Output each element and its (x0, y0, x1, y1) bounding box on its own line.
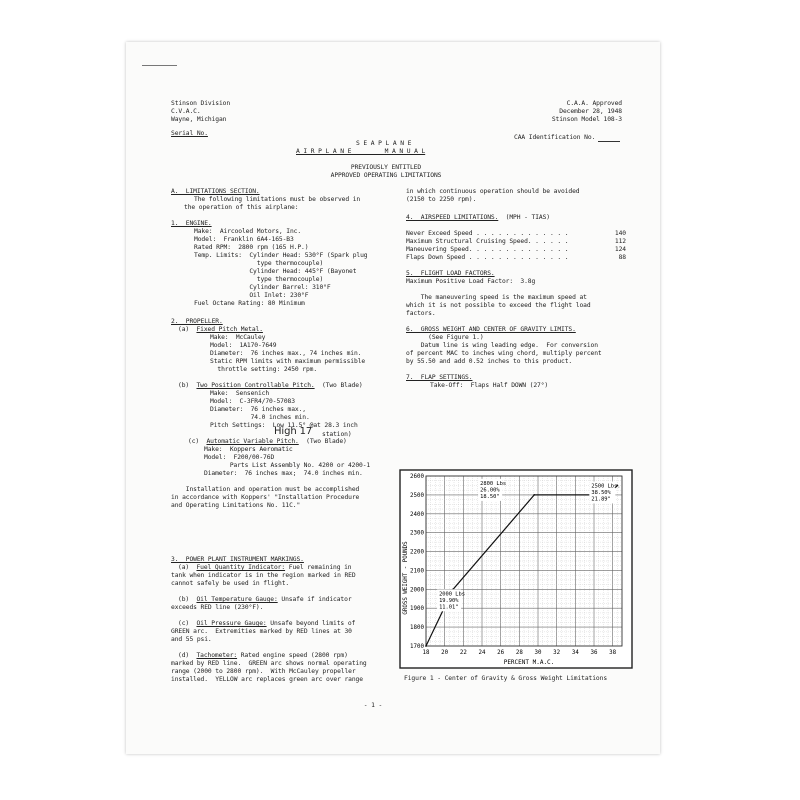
chart-ylabel: GROSS WEIGHT - POUNDS (403, 541, 409, 615)
oil-temp-1: (b) Oil Temperature Gauge: Unsafe if indicator (178, 596, 352, 603)
install-note-2: in accordance with Koppers' "Installation Procedure (171, 494, 360, 501)
speed-row-maneuver: Maneuvering Speed. . . . . . . . . . . . . . 124 (406, 246, 626, 253)
engine-temp-1: Temp. Limits: Cylinder Head: 530°F (Spark plug (194, 252, 368, 259)
caa-approved: C.A.A. Approved (566, 100, 622, 107)
y-tick-label: 2400 (410, 511, 424, 518)
engine-model: Model: Franklin 6A4-165-B3 (194, 236, 294, 243)
y-tick-label: 2600 (410, 474, 424, 480)
section-a-heading: A. LIMITATIONS SECTION. (171, 188, 260, 195)
annotation-text: 26.00% (480, 487, 500, 494)
x-tick-label: 36 (590, 650, 598, 656)
engine-temp-6: Oil Inlet: 230°F (194, 292, 309, 299)
caa-id-label: CAA Identification No. (514, 134, 596, 141)
annotation-text: 38.50% (591, 489, 611, 496)
prop-a-make: Make: McCauley (210, 334, 266, 341)
tachometer-3: range (2000 to 2800 rpm). With McCauley propeller (171, 668, 356, 675)
annotation-text: 2800 Lbs (480, 480, 507, 487)
speed-row-cruise: Maximum Structural Cruising Speed. . . . . . 112 (406, 238, 626, 245)
fuel-indicator-1: (a) Fuel Quantity Indicator: Fuel remaining in (178, 564, 352, 571)
engine-heading: 1. ENGINE. (171, 220, 212, 227)
datum-line-2: of percent MAC to inches wing chord, multiply percent (406, 350, 602, 357)
oil-pressure-1: (c) Oil Pressure Gauge: Unsafe beyond limits of (178, 620, 356, 627)
x-tick-label: 28 (515, 650, 523, 656)
division-org: C.V.A.C. (171, 108, 201, 115)
division-name: Stinson Division (171, 100, 231, 107)
model-name: Stinson Model 108-3 (551, 116, 622, 123)
section-a-text-2: the operation of this airplane: (184, 204, 299, 211)
y-tick-label: 2500 (410, 492, 424, 499)
oil-temp-2: exceeds RED line (230°F). (171, 604, 264, 611)
prop-a-model: Model: 1A170-7649 (210, 342, 277, 349)
prop-b-model: Model: C-3FR4/70-57083 (210, 398, 295, 405)
instrument-markings-heading: 3. POWER PLANT INSTRUMENT MARKINGS. (171, 556, 304, 563)
engine-temp-4: type thermocouple) (194, 276, 324, 283)
document-page (126, 42, 660, 754)
page-number: - 1 - (363, 702, 383, 709)
caa-id-blank (598, 141, 620, 142)
engine-temp-2: type thermocouple) (194, 260, 324, 267)
engine-make: Make: Aircooled Motors, Inc. (194, 228, 302, 235)
y-tick-label: 2200 (410, 549, 424, 556)
division-city: Wayne, Michigan (171, 116, 227, 123)
continuous-op-2: (2150 to 2250 rpm). (406, 196, 477, 203)
x-tick-label: 24 (478, 650, 486, 656)
manual-title: A I R P L A N E M A N U A L (296, 148, 426, 155)
annotation-text: 11.01" (439, 604, 459, 611)
prop-b-pitch: Pitch Settings: Low 11.5° @at 28.3 inch (210, 422, 358, 429)
fuel-indicator-3: cannot safely be used in flight. (171, 580, 290, 587)
pitch-station: station) (322, 431, 352, 438)
speed-row-vne: Never Exceed Speed . . . . . . . . . . . . . 140 (406, 230, 626, 237)
cg-weight-chart (396, 466, 636, 672)
y-tick-label: 1700 (410, 644, 424, 650)
speed-row-flaps: Flaps Down Speed . . . . . . . . . . . . . . 88 (406, 254, 626, 261)
y-tick-label: 2100 (410, 568, 424, 575)
annotation-text: 18.50" (480, 493, 500, 500)
maneuver-note-1: The maneuvering speed is the maximum speed at (406, 294, 587, 301)
oil-pressure-3: and 55 psi. (171, 636, 212, 643)
annotation-text: 2000 Lbs (439, 591, 466, 598)
propeller-heading: 2. PROPELLER. (171, 318, 223, 325)
tachometer-1: (d) Tachometer: Rated engine speed (2800 rpm) (178, 652, 348, 659)
prop-c-make: Make: Koppers Aeromatic (204, 446, 293, 453)
tachometer-2: marked by RED line. GREEN arc shows normal operating (171, 660, 367, 667)
previously-entitled: PREVIOUSLY ENTITLED (350, 164, 422, 171)
prop-b-diameter: Diameter: 76 inches max., (210, 406, 306, 413)
fuel-indicator-2: tank when indicator is in the region marked in RED (171, 572, 356, 579)
engine-rpm: Rated RPM: 2800 rpm (165 H.P.) (194, 244, 309, 251)
prop-a-throttle: throttle setting: 2450 rpm. (210, 366, 318, 373)
install-note-3: and Operating Limitations No. 11C." (171, 502, 301, 509)
punch-mark (142, 65, 177, 66)
series-point (425, 645, 427, 647)
continuous-op-1: in which continuous operation should be avoided (406, 188, 580, 195)
y-tick-label: 2300 (410, 530, 424, 537)
chart-xlabel: PERCENT M.A.C. (503, 659, 555, 666)
datum-line-1: Datum line is wing leading edge. For conversion (406, 342, 598, 349)
maneuver-note-3: factors. (406, 310, 436, 317)
annotation-text: 21.89" (591, 496, 611, 503)
engine-temp-5: Cylinder Barrel: 310°F (194, 284, 331, 291)
maneuver-note-2: which it is not possible to exceed the flight load (406, 302, 591, 309)
prop-b-make: Make: Sensenich (210, 390, 270, 397)
prop-b-item: (b) Two Position Controllable Pitch. (Two Blade) (178, 382, 363, 389)
section-a-text-1: The following limitations must be observed in (194, 196, 361, 203)
gross-weight-ref: (See Figure 1.) (406, 334, 484, 341)
gross-weight-heading: 6. GROSS WEIGHT AND CENTER OF GRAVITY LIMITS. (406, 326, 576, 333)
x-tick-label: 30 (534, 650, 542, 656)
prop-c-item: (c) Automatic Variable Pitch. (Two Blade) (188, 438, 347, 445)
prop-a-item: (a) Fixed Pitch Metal. (178, 326, 263, 333)
approval-date: December 28, 1948 (559, 108, 622, 115)
install-note-1: Installation and operation must be accomplished (171, 486, 360, 493)
tachometer-4: installed. YELLOW arc replaces green arc over range (171, 676, 363, 683)
figure-caption: Figure 1 - Center of Gravity & Gross Weight Limitations (404, 675, 608, 682)
prop-c-parts: Parts List Assembly No. 4200 or 4200-1 (204, 462, 371, 469)
y-tick-label: 1800 (410, 625, 424, 632)
fuel-octane: Fuel Octane Rating: 80 Minimum (194, 300, 305, 307)
annotation-text: 2500 Lbs. (591, 483, 621, 490)
load-factor-heading: 5. FLIGHT LOAD FACTORS. (406, 270, 495, 277)
annotation-text: 19.90% (439, 597, 459, 604)
flap-settings-heading: 7. FLAP SETTINGS. (406, 374, 473, 381)
x-tick-label: 38 (609, 650, 617, 656)
serial-label: Serial No. (171, 130, 208, 137)
x-tick-label: 20 (441, 650, 449, 656)
prop-a-diameter: Diameter: 76 inches max., 74 inches min. (210, 350, 362, 357)
x-tick-label: 32 (553, 650, 561, 656)
y-tick-label: 2000 (410, 587, 424, 594)
prop-b-diameter-min: 74.0 inches min. (210, 414, 310, 421)
x-tick-label: 22 (459, 650, 467, 656)
y-tick-label: 1900 (410, 606, 424, 613)
series-point (533, 494, 535, 496)
previous-title: APPROVED OPERATING LIMITATIONS (330, 172, 442, 179)
pitch-high-handwritten: High 17 (274, 426, 313, 437)
x-tick-label: 18 (422, 650, 430, 656)
prop-c-diameter: Diameter: 76 inches max; 74.0 inches min. (204, 470, 363, 477)
flap-takeoff: Take-Off: Flaps Half DOWN (27°) (430, 382, 549, 389)
prop-a-static: Static RPM limits with maximum permissible (210, 358, 366, 365)
prop-c-model: Model: F200/00-76D (204, 454, 275, 461)
x-tick-label: 34 (571, 650, 579, 656)
x-tick-label: 26 (497, 650, 505, 656)
datum-line-3: by 55.50 and add 0.52 inches to this product. (406, 358, 573, 365)
airspeed-heading: 4. AIRSPEED LIMITATIONS. (MPH - TIAS) (406, 214, 550, 221)
seaplane-label: S E A P L A N E (356, 140, 412, 147)
oil-pressure-2: GREEN arc. Extremities marked by RED lines at 30 (171, 628, 352, 635)
engine-temp-3: Cylinder Head: 445°F (Bayonet (194, 268, 357, 275)
load-factor-value: Maximum Positive Load Factor: 3.8g (406, 278, 536, 285)
